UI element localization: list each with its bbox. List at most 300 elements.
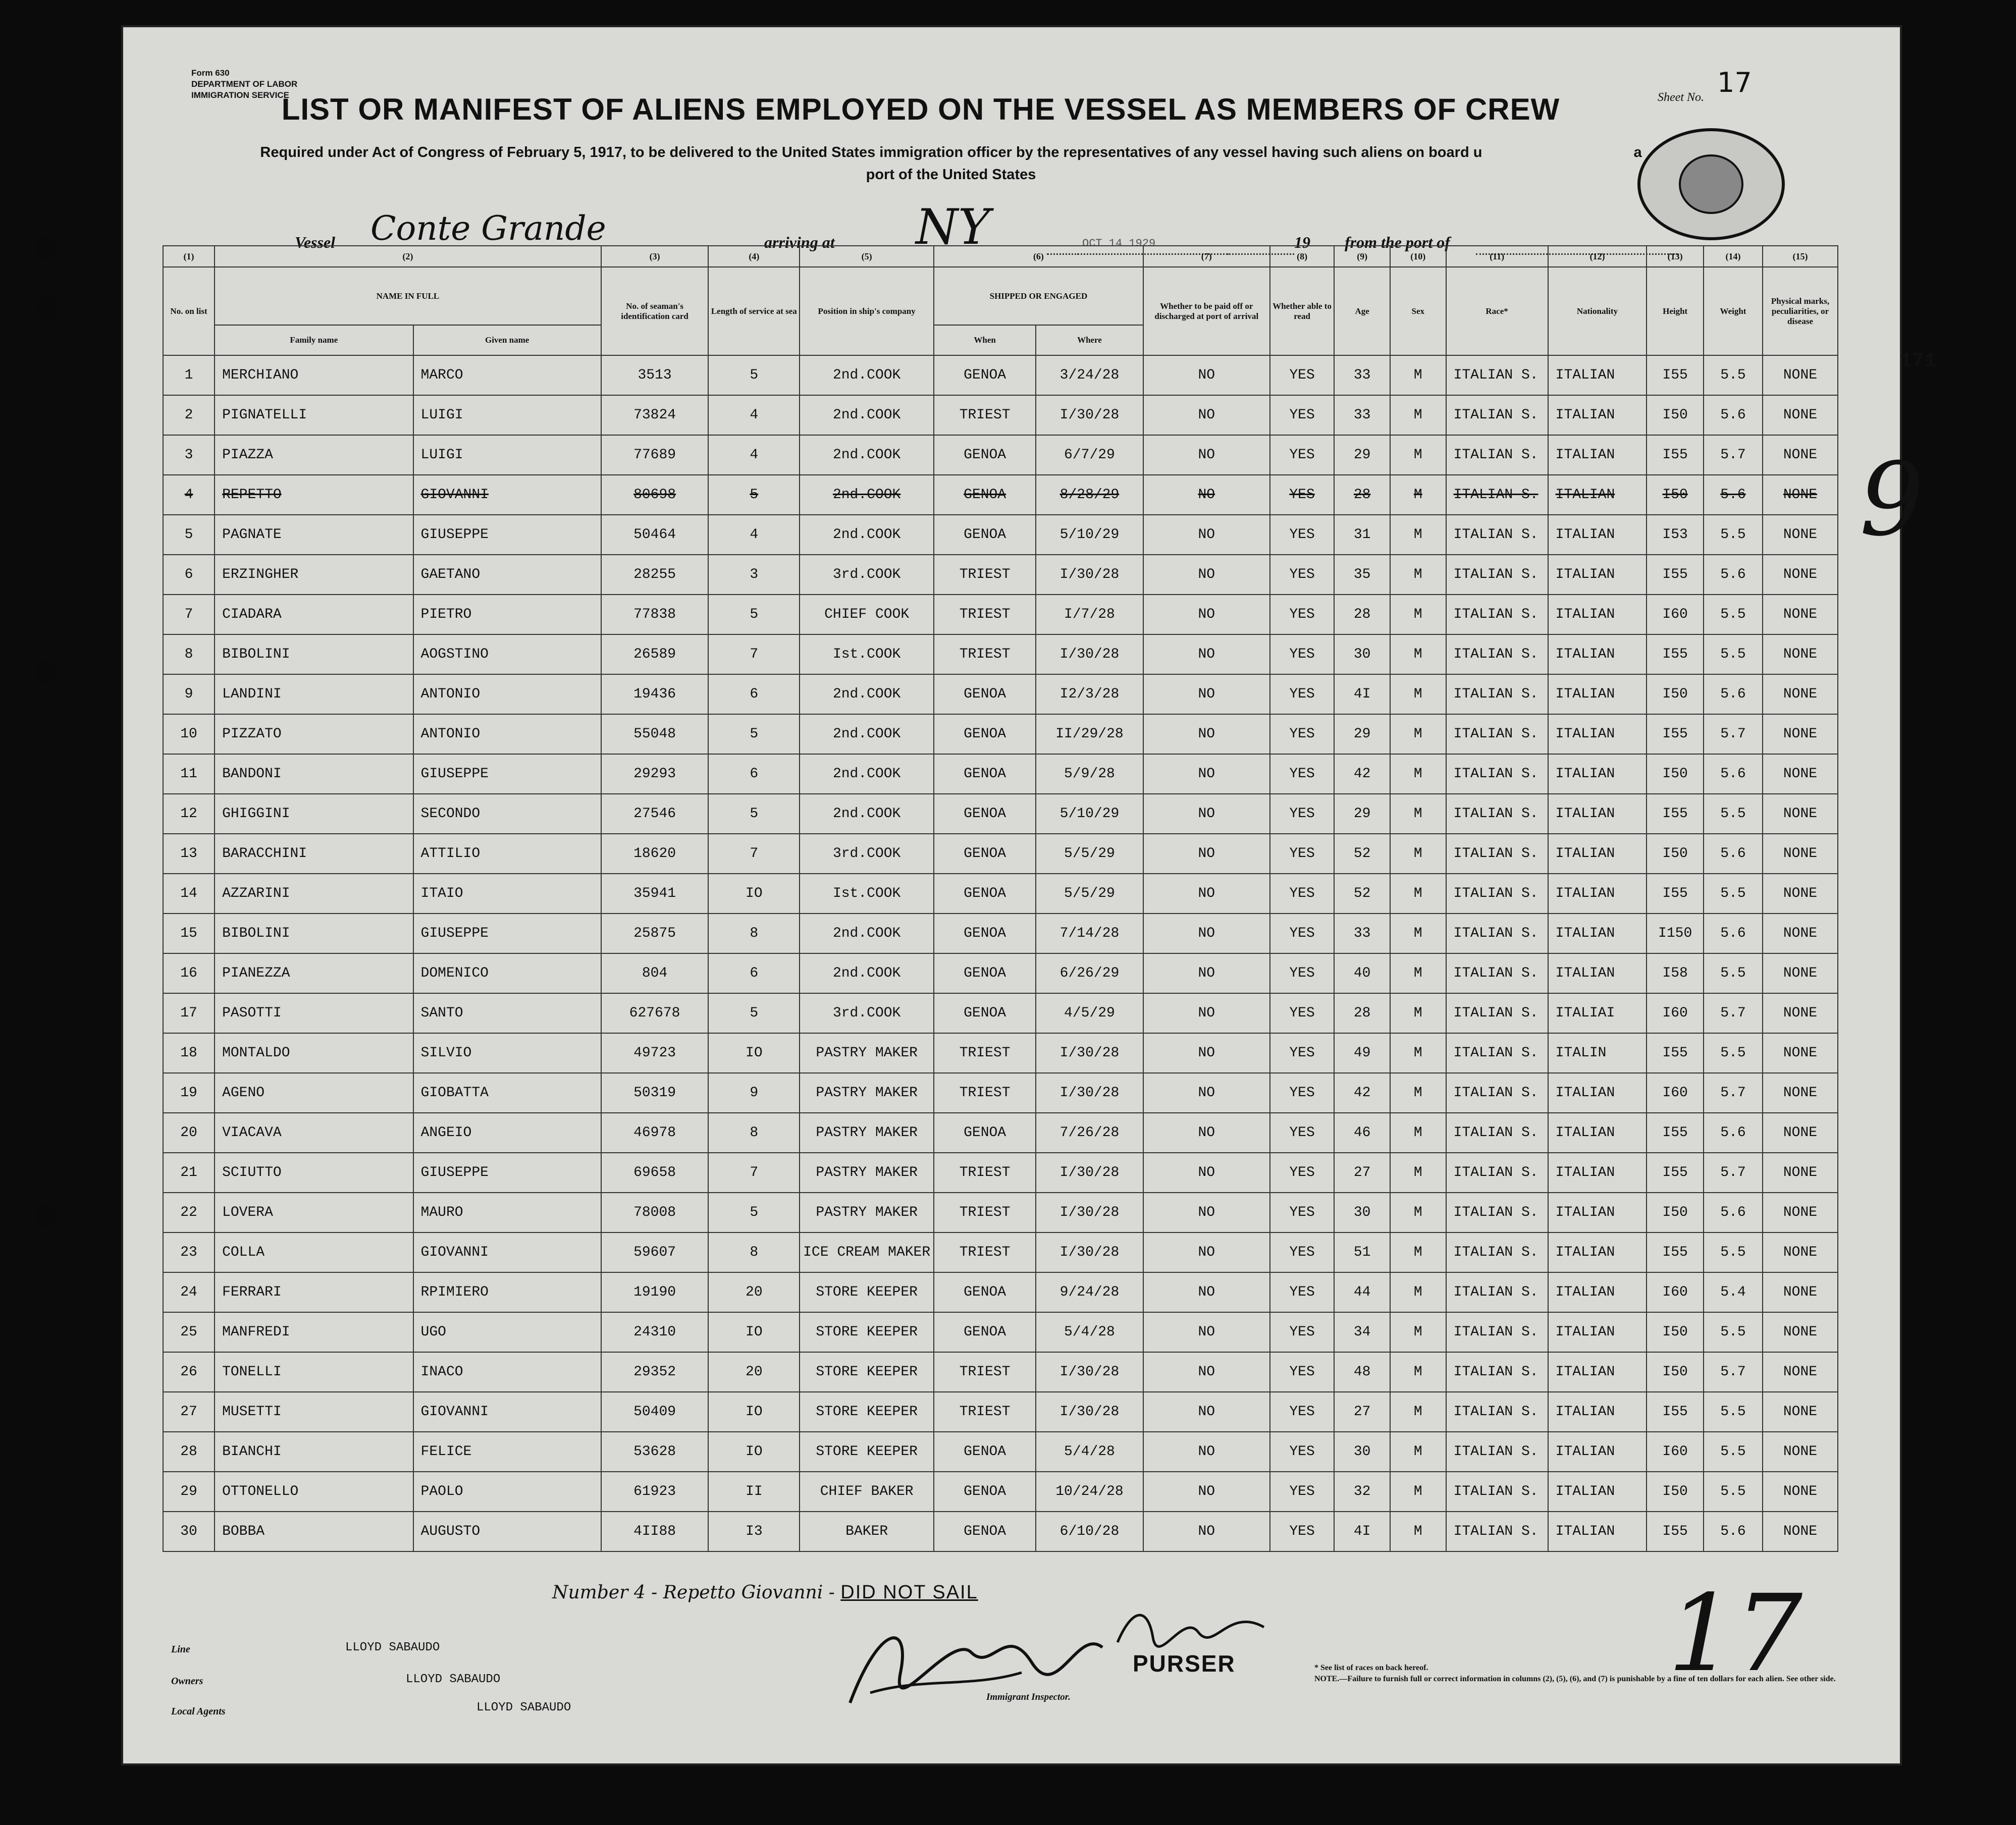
nationality: ITALIAN — [1548, 515, 1647, 555]
table-row — [163, 595, 1838, 634]
race: ITALIAN S. — [1446, 1232, 1548, 1272]
column-number: (4) — [708, 246, 800, 267]
paid-off: NO — [1143, 674, 1270, 714]
able-to-read: YES — [1270, 1232, 1335, 1272]
service-length: 5 — [708, 1193, 800, 1232]
physical-marks: NONE — [1763, 674, 1838, 714]
nationality: ITALIAN — [1548, 914, 1647, 953]
table-row — [163, 395, 1838, 435]
position: Ist.COOK — [800, 874, 934, 914]
shipped-when: TRIEST — [934, 595, 1036, 634]
race: ITALIAN S. — [1446, 1512, 1548, 1551]
age: 27 — [1334, 1392, 1390, 1432]
shipped-when: GENOA — [934, 1113, 1036, 1153]
sex: M — [1390, 395, 1446, 435]
subtitle-line-1: Required under Act of Congress of February 5, 1917, to be delivered to the United States immigration officer by the representatives of any vessel having such aliens on board u — [260, 144, 1482, 160]
height: I55 — [1647, 794, 1704, 834]
position: 2nd.COOK — [800, 515, 934, 555]
date-stamp: OCT 14 1929 — [1082, 237, 1156, 250]
id-card-number: 4II88 — [601, 1512, 709, 1551]
paid-off: NO — [1143, 1193, 1270, 1232]
able-to-read: YES — [1270, 355, 1335, 395]
sex: M — [1390, 1472, 1446, 1512]
binder-hole — [37, 295, 57, 321]
shipped-where: I/30/28 — [1036, 1232, 1143, 1272]
shipped-when: TRIEST — [934, 1232, 1036, 1272]
sex: M — [1390, 1232, 1446, 1272]
height: I55 — [1647, 1232, 1704, 1272]
family-name: MONTALDO — [215, 1033, 413, 1073]
paid-off: NO — [1143, 714, 1270, 754]
family-name: SCIUTTO — [215, 1153, 413, 1193]
paid-off: NO — [1143, 1392, 1270, 1432]
shipped-where: I/30/28 — [1036, 1033, 1143, 1073]
shipped-when: TRIEST — [934, 1153, 1036, 1193]
family-name: MUSETTI — [215, 1392, 413, 1432]
sex: M — [1390, 1153, 1446, 1193]
nationality: ITALIAN — [1548, 1272, 1647, 1312]
nationality: ITALIAN — [1548, 1113, 1647, 1153]
able-to-read: YES — [1270, 1312, 1335, 1352]
given-name: PIETRO — [413, 595, 601, 634]
shipped-where: I/7/28 — [1036, 595, 1143, 634]
position: STORE KEEPER — [800, 1312, 934, 1352]
family-name: PAGNATE — [215, 515, 413, 555]
service-length: 8 — [708, 914, 800, 953]
row-number: 16 — [163, 953, 215, 993]
height: I50 — [1647, 1312, 1704, 1352]
shipped-when: GENOA — [934, 1472, 1036, 1512]
race: ITALIAN S. — [1446, 1272, 1548, 1312]
table-row — [163, 1512, 1838, 1551]
age: 29 — [1334, 714, 1390, 754]
service-length: IO — [708, 1432, 800, 1472]
given-name: MARCO — [413, 355, 601, 395]
age: 4I — [1334, 1512, 1390, 1551]
sex: M — [1390, 914, 1446, 953]
shipped-where: 5/10/29 — [1036, 794, 1143, 834]
header-height: Height — [1647, 267, 1704, 355]
nationality: ITALIAN — [1548, 1392, 1647, 1432]
id-card-number: 49723 — [601, 1033, 709, 1073]
year-label: 19 — [1294, 233, 1310, 251]
family-name: PIZZATO — [215, 714, 413, 754]
header-given-name: Given name — [413, 325, 601, 355]
age: 28 — [1334, 993, 1390, 1033]
age: 44 — [1334, 1272, 1390, 1312]
agents-label: Local Agents — [171, 1706, 226, 1717]
service-length: 4 — [708, 435, 800, 475]
vessel-name: Conte Grande — [370, 209, 606, 248]
height: I55 — [1647, 1153, 1704, 1193]
position: PASTRY MAKER — [800, 1073, 934, 1113]
row-number: 18 — [163, 1033, 215, 1073]
table-row — [163, 1232, 1838, 1272]
table-row — [163, 914, 1838, 953]
age: 48 — [1334, 1352, 1390, 1392]
position: STORE KEEPER — [800, 1392, 934, 1432]
shipped-when: TRIEST — [934, 1073, 1036, 1113]
table-row — [163, 754, 1838, 794]
shipped-when: GENOA — [934, 834, 1036, 874]
id-card-number: 50319 — [601, 1073, 709, 1113]
page-subtitle — [184, 141, 1718, 186]
footnotes — [1314, 1662, 1870, 1685]
shipped-when: GENOA — [934, 435, 1036, 475]
weight: 5.6 — [1704, 1193, 1763, 1232]
shipped-where: I/30/28 — [1036, 395, 1143, 435]
able-to-read: YES — [1270, 395, 1335, 435]
id-card-number: 24310 — [601, 1312, 709, 1352]
paid-off: NO — [1143, 1153, 1270, 1193]
sex: M — [1390, 754, 1446, 794]
given-name: GIUSEPPE — [413, 754, 601, 794]
shipped-when: GENOA — [934, 1512, 1036, 1551]
able-to-read: YES — [1270, 674, 1335, 714]
position: BAKER — [800, 1512, 934, 1551]
id-card-number: 73824 — [601, 395, 709, 435]
service-length: 7 — [708, 634, 800, 674]
service-length: IO — [708, 1392, 800, 1432]
height: I60 — [1647, 993, 1704, 1033]
height: I55 — [1647, 355, 1704, 395]
row-number: 3 — [163, 435, 215, 475]
family-name: VIACAVA — [215, 1113, 413, 1153]
weight: 5.5 — [1704, 1472, 1763, 1512]
paid-off: NO — [1143, 1472, 1270, 1512]
service-length: II — [708, 1472, 800, 1512]
given-name: GAETANO — [413, 555, 601, 595]
row-number: 25 — [163, 1312, 215, 1352]
given-name: INACO — [413, 1352, 601, 1392]
row-number: 7 — [163, 595, 215, 634]
row-number: 1 — [163, 355, 215, 395]
height: I60 — [1647, 595, 1704, 634]
row-number: 21 — [163, 1153, 215, 1193]
paid-off: NO — [1143, 953, 1270, 993]
service-length: 20 — [708, 1352, 800, 1392]
weight: 5.5 — [1704, 595, 1763, 634]
shipped-when: GENOA — [934, 355, 1036, 395]
header-able-read: Whether able to read — [1270, 267, 1335, 355]
nationality: ITALIAN — [1548, 1352, 1647, 1392]
vessel-label: Vessel — [295, 233, 335, 251]
family-name: GHIGGINI — [215, 794, 413, 834]
table-row — [163, 1272, 1838, 1312]
note-handwritten: Number 4 - Repetto Giovanni - — [552, 1582, 835, 1603]
able-to-read: YES — [1270, 754, 1335, 794]
column-number: (8) — [1270, 246, 1335, 267]
race: ITALIAN S. — [1446, 754, 1548, 794]
height: I50 — [1647, 834, 1704, 874]
paid-off: NO — [1143, 834, 1270, 874]
position: PASTRY MAKER — [800, 1193, 934, 1232]
age: 30 — [1334, 1193, 1390, 1232]
weight: 5.6 — [1704, 754, 1763, 794]
id-card-number: 804 — [601, 953, 709, 993]
nationality: ITALIAN — [1548, 555, 1647, 595]
height: I55 — [1647, 1033, 1704, 1073]
paid-off: NO — [1143, 1033, 1270, 1073]
id-card-number: 77689 — [601, 435, 709, 475]
sex: M — [1390, 634, 1446, 674]
height: I58 — [1647, 953, 1704, 993]
position: ICE CREAM MAKER — [800, 1232, 934, 1272]
header-no-on-list: No. on list — [163, 267, 215, 355]
weight: 5.5 — [1704, 1432, 1763, 1472]
physical-marks: NONE — [1763, 1153, 1838, 1193]
race: ITALIAN S. — [1446, 435, 1548, 475]
shipped-when: TRIEST — [934, 1033, 1036, 1073]
shipped-where: I/30/28 — [1036, 555, 1143, 595]
position: PASTRY MAKER — [800, 1153, 934, 1193]
physical-marks: NONE — [1763, 1272, 1838, 1312]
physical-marks: NONE — [1763, 1352, 1838, 1392]
weight: 5.5 — [1704, 1312, 1763, 1352]
race: ITALIAN S. — [1446, 1113, 1548, 1153]
weight: 5.5 — [1704, 1392, 1763, 1432]
race: ITALIAN S. — [1446, 874, 1548, 914]
table-row — [163, 555, 1838, 595]
row-number: 2 — [163, 395, 215, 435]
nationality: ITALIAN — [1548, 1472, 1647, 1512]
shipped-when: GENOA — [934, 515, 1036, 555]
height: I55 — [1647, 435, 1704, 475]
header-shipped-engaged: SHIPPED OR ENGAGED — [934, 267, 1143, 325]
given-name: FELICE — [413, 1432, 601, 1472]
service-length: 8 — [708, 1232, 800, 1272]
weight: 5.5 — [1704, 953, 1763, 993]
shipped-when: GENOA — [934, 674, 1036, 714]
position: STORE KEEPER — [800, 1432, 934, 1472]
id-card-number: 26589 — [601, 634, 709, 674]
position: 2nd.COOK — [800, 355, 934, 395]
position: 3rd.COOK — [800, 993, 934, 1033]
column-number: (9) — [1334, 246, 1390, 267]
given-name: ANGEIO — [413, 1113, 601, 1153]
sex: M — [1390, 794, 1446, 834]
able-to-read: YES — [1270, 794, 1335, 834]
id-card-number: 46978 — [601, 1113, 709, 1153]
physical-marks: NONE — [1763, 395, 1838, 435]
family-name: PIAZZA — [215, 435, 413, 475]
paid-off: NO — [1143, 555, 1270, 595]
physical-marks: NONE — [1763, 475, 1838, 515]
given-name: RPIMIERO — [413, 1272, 601, 1312]
sex: M — [1390, 834, 1446, 874]
age: 4I — [1334, 674, 1390, 714]
family-name: MERCHIANO — [215, 355, 413, 395]
margin-big-number: 17 — [1668, 1572, 1803, 1695]
position: 2nd.COOK — [800, 953, 934, 993]
table-row — [163, 1033, 1838, 1073]
sex: M — [1390, 595, 1446, 634]
sex: M — [1390, 1073, 1446, 1113]
family-name: BOBBA — [215, 1512, 413, 1551]
note-races: * See list of races on back hereof. — [1314, 1663, 1428, 1672]
inspector-label: Immigrant Inspector. — [986, 1692, 1071, 1702]
height: I55 — [1647, 555, 1704, 595]
position: 3rd.COOK — [800, 834, 934, 874]
table-row — [163, 874, 1838, 914]
shipped-where: I/30/28 — [1036, 1073, 1143, 1113]
race: ITALIAN S. — [1446, 1352, 1548, 1392]
sex: M — [1390, 714, 1446, 754]
position: PASTRY MAKER — [800, 1113, 934, 1153]
race: ITALIAN S. — [1446, 595, 1548, 634]
physical-marks: NONE — [1763, 1193, 1838, 1232]
sheet-value: 17 — [1717, 67, 1752, 98]
header-position: Position in ship's company — [800, 267, 934, 355]
id-card-number: 77838 — [601, 595, 709, 634]
row-number: 20 — [163, 1113, 215, 1153]
id-card-number: 25875 — [601, 914, 709, 953]
row-number: 6 — [163, 555, 215, 595]
physical-marks: NONE — [1763, 634, 1838, 674]
header-race: Race* — [1446, 267, 1548, 355]
height: I55 — [1647, 1392, 1704, 1432]
weight: 5.6 — [1704, 395, 1763, 435]
physical-marks: NONE — [1763, 953, 1838, 993]
age: 34 — [1334, 1312, 1390, 1352]
family-name: PIGNATELLI — [215, 395, 413, 435]
service-length: 5 — [708, 475, 800, 515]
page-title: LIST OR MANIFEST OF ALIENS EMPLOYED ON THE VESSEL AS MEMBERS OF CREW — [281, 92, 1560, 126]
nationality: ITALIAN — [1548, 634, 1647, 674]
table-row — [163, 953, 1838, 993]
given-name: GIOVANNI — [413, 475, 601, 515]
weight: 5.7 — [1704, 1073, 1763, 1113]
age: 33 — [1334, 395, 1390, 435]
given-name: DOMENICO — [413, 953, 601, 993]
paid-off: NO — [1143, 794, 1270, 834]
height: I50 — [1647, 475, 1704, 515]
sex: M — [1390, 1272, 1446, 1312]
weight: 5.7 — [1704, 993, 1763, 1033]
sex: M — [1390, 1312, 1446, 1352]
service-length: IO — [708, 1033, 800, 1073]
id-card-number: 53628 — [601, 1432, 709, 1472]
height: I60 — [1647, 1272, 1704, 1312]
note-fine: NOTE.—Failure to furnish full or correct information in columns (2), (5), (6), and (7) is punishable by a fine of ten dollars for each alien. See other side. — [1314, 1675, 1836, 1683]
family-name: AZZARINI — [215, 874, 413, 914]
physical-marks: NONE — [1763, 435, 1838, 475]
weight: 5.4 — [1704, 1272, 1763, 1312]
shipped-when: GENOA — [934, 953, 1036, 993]
header-paid-off: Whether to be paid off or discharged at port of arrival — [1143, 267, 1270, 355]
sex: M — [1390, 1432, 1446, 1472]
row-number: 23 — [163, 1232, 215, 1272]
given-name: AOGSTINO — [413, 634, 601, 674]
service-length: 8 — [708, 1113, 800, 1153]
service-length: 7 — [708, 1153, 800, 1193]
id-card-number: 55048 — [601, 714, 709, 754]
physical-marks: NONE — [1763, 1312, 1838, 1352]
age: 35 — [1334, 555, 1390, 595]
nationality: ITALIAN — [1548, 595, 1647, 634]
id-card-number: 3513 — [601, 355, 709, 395]
able-to-read: YES — [1270, 1272, 1335, 1312]
race: ITALIAN S. — [1446, 355, 1548, 395]
weight: 5.5 — [1704, 794, 1763, 834]
column-number: (13) — [1647, 246, 1704, 267]
race: ITALIAN S. — [1446, 914, 1548, 953]
given-name: UGO — [413, 1312, 601, 1352]
physical-marks: NONE — [1763, 754, 1838, 794]
race: ITALIAN S. — [1446, 1193, 1548, 1232]
margin-number: 171 — [1900, 350, 1937, 373]
race: ITALIAN S. — [1446, 674, 1548, 714]
given-name: MAURO — [413, 1193, 601, 1232]
age: 51 — [1334, 1232, 1390, 1272]
id-card-number: 19436 — [601, 674, 709, 714]
family-name: BIBOLINI — [215, 634, 413, 674]
did-not-sail-note — [552, 1582, 978, 1603]
given-name: GIOBATTA — [413, 1073, 601, 1113]
service-length: 5 — [708, 595, 800, 634]
service-length: I3 — [708, 1512, 800, 1551]
shipped-when: TRIEST — [934, 1352, 1036, 1392]
id-card-number: 59607 — [601, 1232, 709, 1272]
table-row — [163, 355, 1838, 395]
shipped-where: 9/24/28 — [1036, 1272, 1143, 1312]
sex: M — [1390, 1113, 1446, 1153]
binder-hole — [37, 1203, 57, 1229]
age: 42 — [1334, 754, 1390, 794]
given-name: SANTO — [413, 993, 601, 1033]
age: 32 — [1334, 1472, 1390, 1512]
race: ITALIAN S. — [1446, 515, 1548, 555]
shipped-when: GENOA — [934, 1312, 1036, 1352]
weight: 5.5 — [1704, 634, 1763, 674]
service-length: 6 — [708, 754, 800, 794]
form-number: Form 630 — [191, 68, 230, 78]
table-row — [163, 1392, 1838, 1432]
paid-off: NO — [1143, 634, 1270, 674]
age: 31 — [1334, 515, 1390, 555]
race: ITALIAN S. — [1446, 634, 1548, 674]
service-length: 4 — [708, 515, 800, 555]
id-card-number: 28255 — [601, 555, 709, 595]
row-number: 5 — [163, 515, 215, 555]
race: ITALIAN S. — [1446, 555, 1548, 595]
paid-off: NO — [1143, 595, 1270, 634]
service-length: 9 — [708, 1073, 800, 1113]
shipped-when: GENOA — [934, 874, 1036, 914]
race: ITALIAN S. — [1446, 1432, 1548, 1472]
shipped-when: GENOA — [934, 714, 1036, 754]
race: ITALIAN S. — [1446, 1472, 1548, 1512]
physical-marks: NONE — [1763, 1512, 1838, 1551]
age: 42 — [1334, 1073, 1390, 1113]
header-physical-marks: Physical marks, peculiarities, or disease — [1763, 267, 1838, 355]
family-name: FERRARI — [215, 1272, 413, 1312]
age: 46 — [1334, 1113, 1390, 1153]
position: STORE KEEPER — [800, 1352, 934, 1392]
sex: M — [1390, 475, 1446, 515]
nationality: ITALIAN — [1548, 1432, 1647, 1472]
race: ITALIAN S. — [1446, 395, 1548, 435]
sex: M — [1390, 355, 1446, 395]
race: ITALIAN S. — [1446, 475, 1548, 515]
physical-marks: NONE — [1763, 355, 1838, 395]
paid-off: NO — [1143, 754, 1270, 794]
row-number: 14 — [163, 874, 215, 914]
paid-off: NO — [1143, 1232, 1270, 1272]
service-length: IO — [708, 874, 800, 914]
service-length: 3 — [708, 555, 800, 595]
shipped-where: I/30/28 — [1036, 634, 1143, 674]
